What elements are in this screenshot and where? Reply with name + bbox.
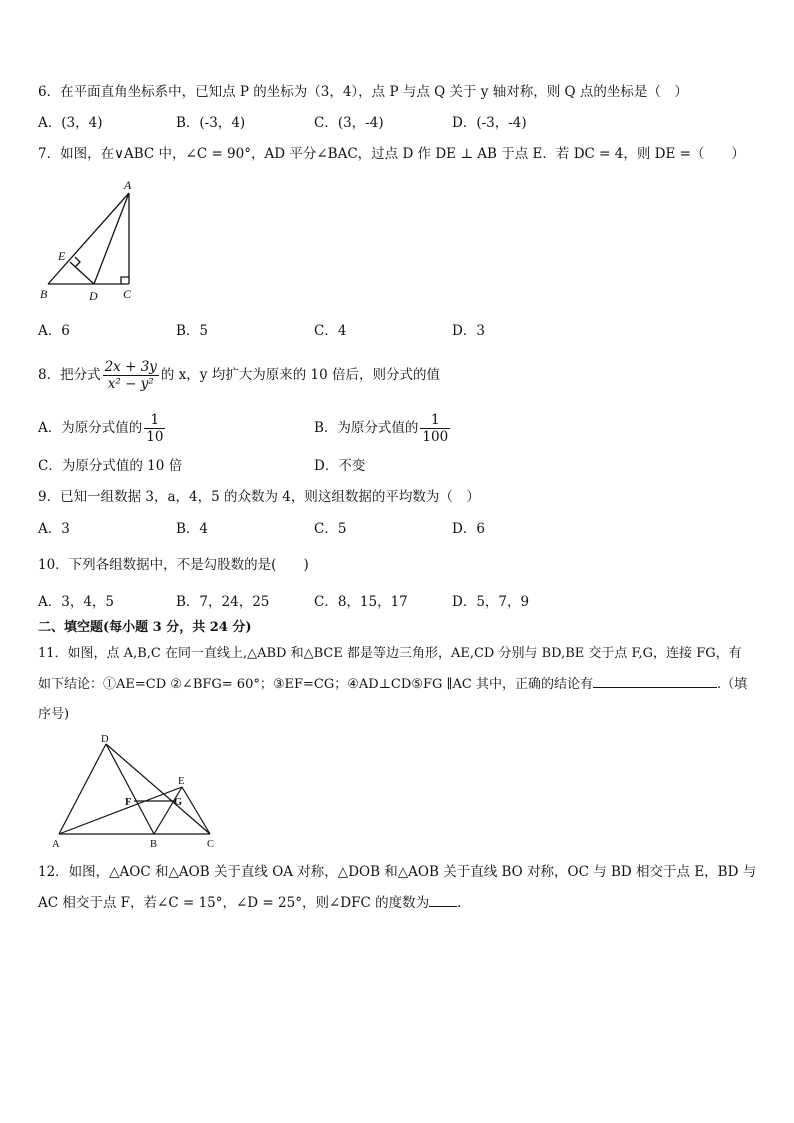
q12-line2-suffix: . <box>457 895 462 911</box>
q8-option-b-num: 1 <box>420 412 450 429</box>
q7-label-d: D <box>89 289 98 303</box>
q11-label-e: E <box>178 776 185 787</box>
q9-option-a: A．3 <box>38 521 70 537</box>
q10-option-c: C．8，15，17 <box>314 594 408 610</box>
section-2-heading: 二、填空题(每小题 3 分，共 24 分) <box>38 620 252 635</box>
q8-option-a-den: 10 <box>146 429 164 445</box>
q8-option-d: D．不变 <box>314 458 366 474</box>
q10-option-b: B．7，24，25 <box>176 594 270 610</box>
q10-option-a: A．3，4，5 <box>38 594 115 610</box>
q8-option-a-fraction <box>144 412 165 445</box>
q9-option-b: B．4 <box>176 521 209 537</box>
q8-option-b-den: 100 <box>422 429 449 445</box>
q7-label-b: B <box>40 287 48 301</box>
q6-stem: 6．在平面直角坐标系中，已知点 P 的坐标为（3，4），点 P 与点 Q 关于 y 轴对称，则 Q 点的坐标是（ ） <box>38 84 688 100</box>
q7-stem: 7．如图，在∨ABC 中，∠C = 90°，AD 平分∠BAC，过点 D 作 DE ⊥ AB 于点 E．若 DC = 4，则 DE =（ ） <box>38 146 745 162</box>
q7-label-e: E <box>58 249 66 263</box>
q9-stem: 9．已知一组数据 3，a，4，5 的众数为 4，则这组数据的平均数为（ ） <box>38 489 480 505</box>
q10-option-d: D．5，7，9 <box>452 594 530 610</box>
q11-label-b: B <box>150 839 158 850</box>
q11-label-g: G <box>174 797 183 808</box>
q6-option-d: D．(-3，-4) <box>452 115 527 131</box>
q12-line1: 12．如图，△AOC 和△AOB 关于直线 OA 对称，△DOB 和△AOB 关于直线 BO 对称，OC 与 BD 相交于点 E，BD 与 <box>38 864 757 880</box>
q9-option-c: C．5 <box>314 521 347 537</box>
q11-line2-text: 如下结论：①AE=CD ②∠BFG= 60°；③EF=CG；④AD⊥CD⑤FG ∥AC 其中，正确的结论有 <box>38 677 593 692</box>
q11-triangles-figure <box>48 730 228 852</box>
q11-line3: 序号) <box>38 707 70 722</box>
q6-option-b: B．(-3，4) <box>176 115 246 131</box>
q6-option-a: A．(3，4) <box>38 115 103 131</box>
q12-line2 <box>38 894 461 912</box>
q7-label-a: A <box>124 178 132 192</box>
q7-option-d: D．3 <box>452 323 485 339</box>
q7-option-a: A．6 <box>38 323 70 339</box>
q12-answer-blank[interactable] <box>429 906 457 907</box>
q7-label-c: C <box>123 287 132 301</box>
q9-option-d: D．6 <box>452 521 485 537</box>
q8-option-c: C．为原分式值的 10 倍 <box>38 458 183 474</box>
q11-line2-suffix: .（填 <box>716 677 748 692</box>
q8-option-b-fraction <box>420 412 450 445</box>
q7-option-b: B．5 <box>176 323 209 339</box>
q7-option-c: C．4 <box>314 323 347 339</box>
q8-option-b <box>314 410 452 446</box>
q8-fraction-denominator: x² − y² <box>107 376 154 392</box>
q8-stem <box>38 357 440 393</box>
q8-suffix: 的 x，y 均扩大为原来的 10 倍后，则分式的值 <box>160 367 440 383</box>
q11-label-f: F <box>125 797 132 808</box>
q11-label-a: A <box>52 839 60 850</box>
q10-stem: 10．下列各组数据中，不是勾股数的是( ) <box>38 557 309 573</box>
q11-label-c: C <box>207 839 215 850</box>
q6-option-c: C．(3，-4) <box>314 115 384 131</box>
q11-line2 <box>38 676 747 694</box>
q8-option-a-num: 1 <box>144 412 165 429</box>
q11-label-d: D <box>101 734 109 745</box>
q8-prefix: 8．把分式 <box>38 367 101 383</box>
q8-fraction-numerator: 2x + 3y <box>104 359 157 375</box>
q11-line1: 11．如图，点 A,B,C 在同一直线上,△ABD 和△BCE 都是等边三角形，AE,CD 分别与 BD,BE 交于点 F,G，连接 FG，有 <box>38 646 742 661</box>
q11-answer-blank[interactable] <box>593 687 717 688</box>
q8-option-a-text: A．为原分式值的 <box>38 420 143 436</box>
q7-triangle-figure <box>34 176 144 306</box>
q8-option-b-text: B．为原分式值的 <box>314 420 419 436</box>
q8-option-a <box>38 410 167 446</box>
q8-fraction <box>103 359 159 392</box>
q12-line2-text: AC 相交于点 F，若∠C = 15°，∠D = 25°，则∠DFC 的度数为 <box>38 895 430 911</box>
